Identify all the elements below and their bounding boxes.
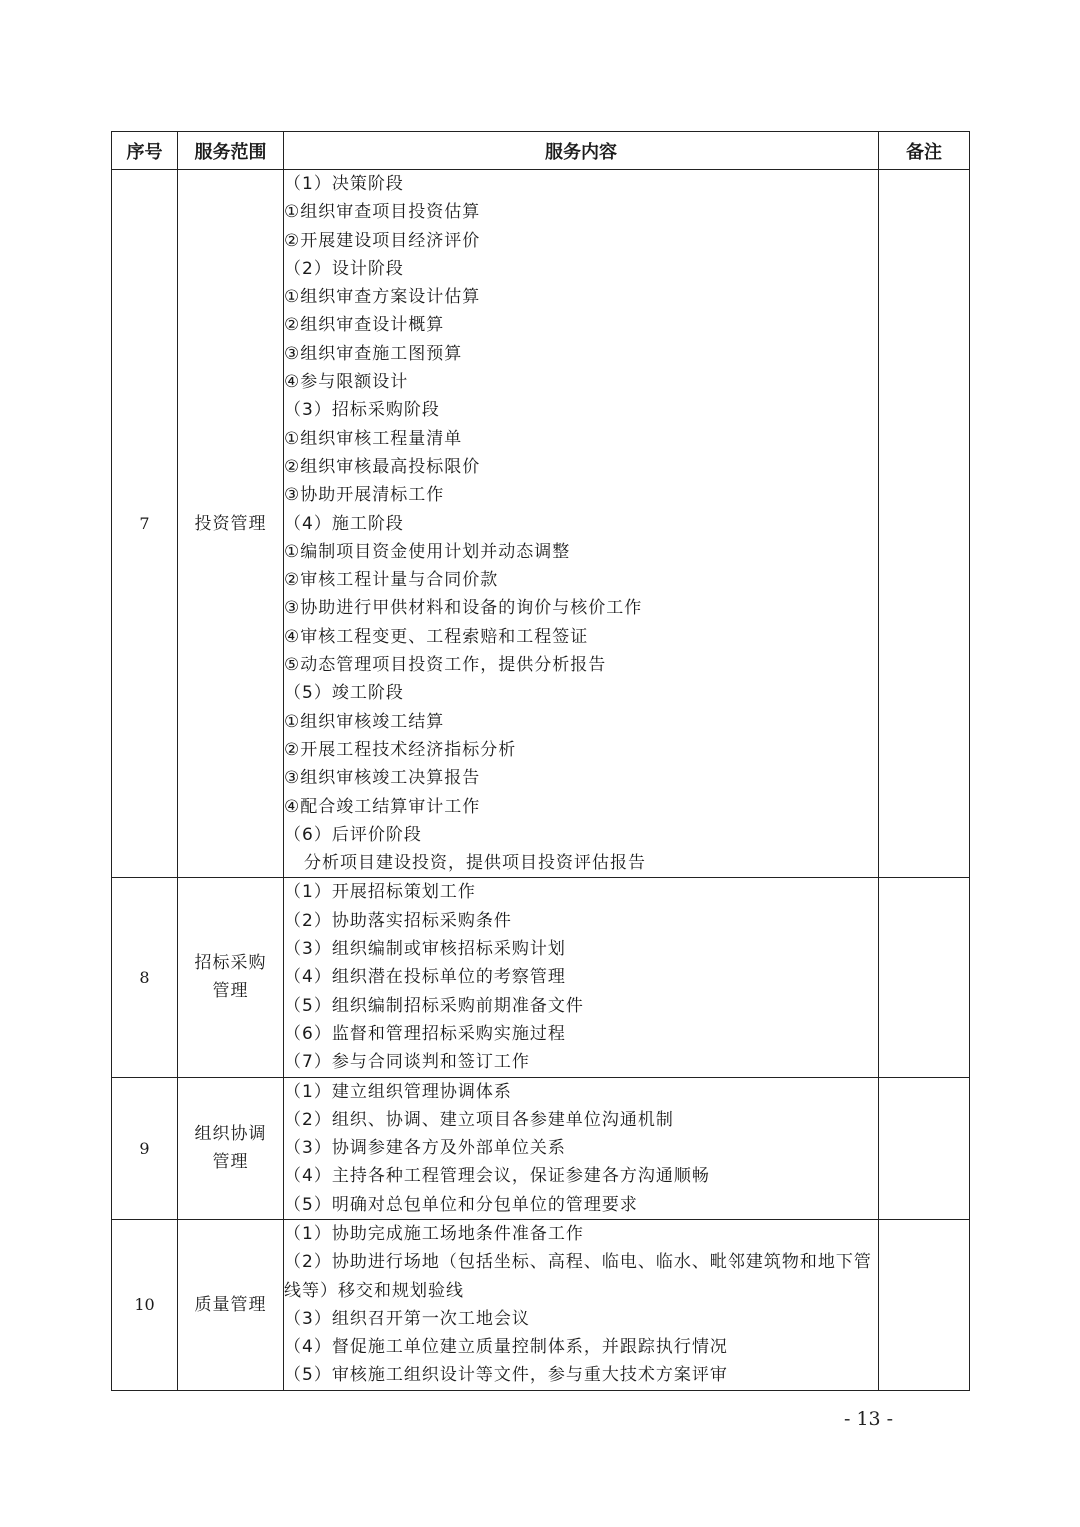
- content-line: ③组织审查施工图预算: [284, 343, 463, 364]
- content-line: （1）协助完成施工场地条件准备工作: [284, 1223, 584, 1244]
- service-scope: 质量管理: [194, 1294, 267, 1315]
- service-scope: 组织协调管理: [194, 1124, 267, 1173]
- content-line: （4）组织潜在投标单位的考察管理: [284, 967, 566, 988]
- content-line: （5）组织编制招标采购前期准备文件: [284, 995, 584, 1016]
- content-line: ①编制项目资金使用计划并动态调整: [284, 541, 571, 562]
- service-content: [284, 1077, 879, 1219]
- table-row: [112, 170, 970, 878]
- table-row: [112, 1077, 970, 1219]
- header-note: 备注: [879, 132, 970, 170]
- service-scope: 招标采购管理: [194, 953, 267, 1002]
- content-line: ②组织审查设计概算: [284, 315, 445, 336]
- header-num: 序号: [112, 132, 178, 170]
- note-cell: [879, 170, 970, 878]
- content-line: （5）竣工阶段: [284, 683, 404, 704]
- content-line: ①组织审核竣工结算: [284, 711, 445, 732]
- content-line: ④审核工程变更、工程索赔和工程签证: [284, 626, 589, 647]
- content-line: （3）协调参建各方及外部单位关系: [284, 1138, 566, 1159]
- content-line: （6）监督和管理招标采购实施过程: [284, 1023, 566, 1044]
- content-line: （7）参与合同谈判和签订工作: [284, 1052, 530, 1073]
- content-line: ⑤动态管理项目投资工作，提供分析报告: [284, 655, 607, 676]
- content-line: （3）招标采购阶段: [284, 400, 440, 421]
- content-line: ③组织审核竣工决算报告: [284, 768, 481, 789]
- service-content: [284, 1219, 879, 1390]
- service-scope-cell: [178, 170, 284, 878]
- service-scope-cell: [178, 878, 284, 1077]
- row-number: 8: [112, 878, 178, 1077]
- row-number: 7: [112, 170, 178, 878]
- content-line: ①组织审查方案设计估算: [284, 287, 481, 308]
- content-line: （3）组织编制或审核招标采购计划: [284, 939, 566, 960]
- content-line: （4）施工阶段: [284, 513, 404, 534]
- service-table: [111, 131, 970, 1391]
- content-line: （3）组织召开第一次工地会议: [284, 1308, 530, 1329]
- content-line: ④配合竣工结算审计工作: [284, 796, 481, 817]
- content-line: （2）协助进行场地（包括坐标、高程、临电、临水、毗邻建筑物和地下管线等）移交和规划验线: [284, 1252, 872, 1301]
- content-line: （1）决策阶段: [284, 174, 404, 194]
- note-cell: [879, 1219, 970, 1390]
- content-line: （1）开展招标策划工作: [284, 882, 476, 903]
- content-line: ②审核工程计量与合同价款: [284, 570, 499, 591]
- content-line: （4）主持各种工程管理会议，保证参建各方沟通顺畅: [284, 1166, 710, 1187]
- service-content: [284, 878, 879, 1077]
- content-line: ③协助进行甲供材料和设备的询价与核价工作: [284, 598, 643, 619]
- service-scope-cell: [178, 1219, 284, 1390]
- content-line: ②开展工程技术经济指标分析: [284, 739, 517, 760]
- table-row: [112, 1219, 970, 1390]
- content-line: （1）建立组织管理协调体系: [284, 1081, 512, 1102]
- service-content: [284, 170, 879, 878]
- content-line: ①组织审查项目投资估算: [284, 202, 481, 223]
- service-scope-cell: [178, 1077, 284, 1219]
- page-number: - 13 -: [844, 1408, 894, 1430]
- content-line: ②开展建设项目经济评价: [284, 230, 481, 251]
- content-line: （2）组织、协调、建立项目各参建单位沟通机制: [284, 1109, 674, 1130]
- row-number: 10: [112, 1219, 178, 1390]
- content-line: （5）明确对总包单位和分包单位的管理要求: [284, 1194, 638, 1215]
- content-line: ①组织审核工程量清单: [284, 428, 463, 449]
- content-line: （5）审核施工组织设计等文件，参与重大技术方案评审: [284, 1365, 728, 1386]
- table-header-row: [112, 132, 970, 170]
- header-content: 服务内容: [284, 132, 879, 170]
- content-line: （2）协助落实招标采购条件: [284, 910, 512, 931]
- content-line: ③协助开展清标工作: [284, 485, 445, 506]
- service-scope: 投资管理: [194, 513, 267, 534]
- note-cell: [879, 878, 970, 1077]
- content-line: ②组织审核最高投标限价: [284, 456, 481, 477]
- content-line: （4）督促施工单位建立质量控制体系，并跟踪执行情况: [284, 1337, 728, 1358]
- header-scope: 服务范围: [178, 132, 284, 170]
- content-line: （6）后评价阶段: [284, 824, 422, 845]
- row-number: 9: [112, 1077, 178, 1219]
- content-line: （2）设计阶段: [284, 258, 404, 279]
- content-line: 分析项目建设投资，提供项目投资评估报告: [304, 853, 646, 874]
- note-cell: [879, 1077, 970, 1219]
- table-row: [112, 878, 970, 1077]
- content-line: ④参与限额设计: [284, 372, 409, 393]
